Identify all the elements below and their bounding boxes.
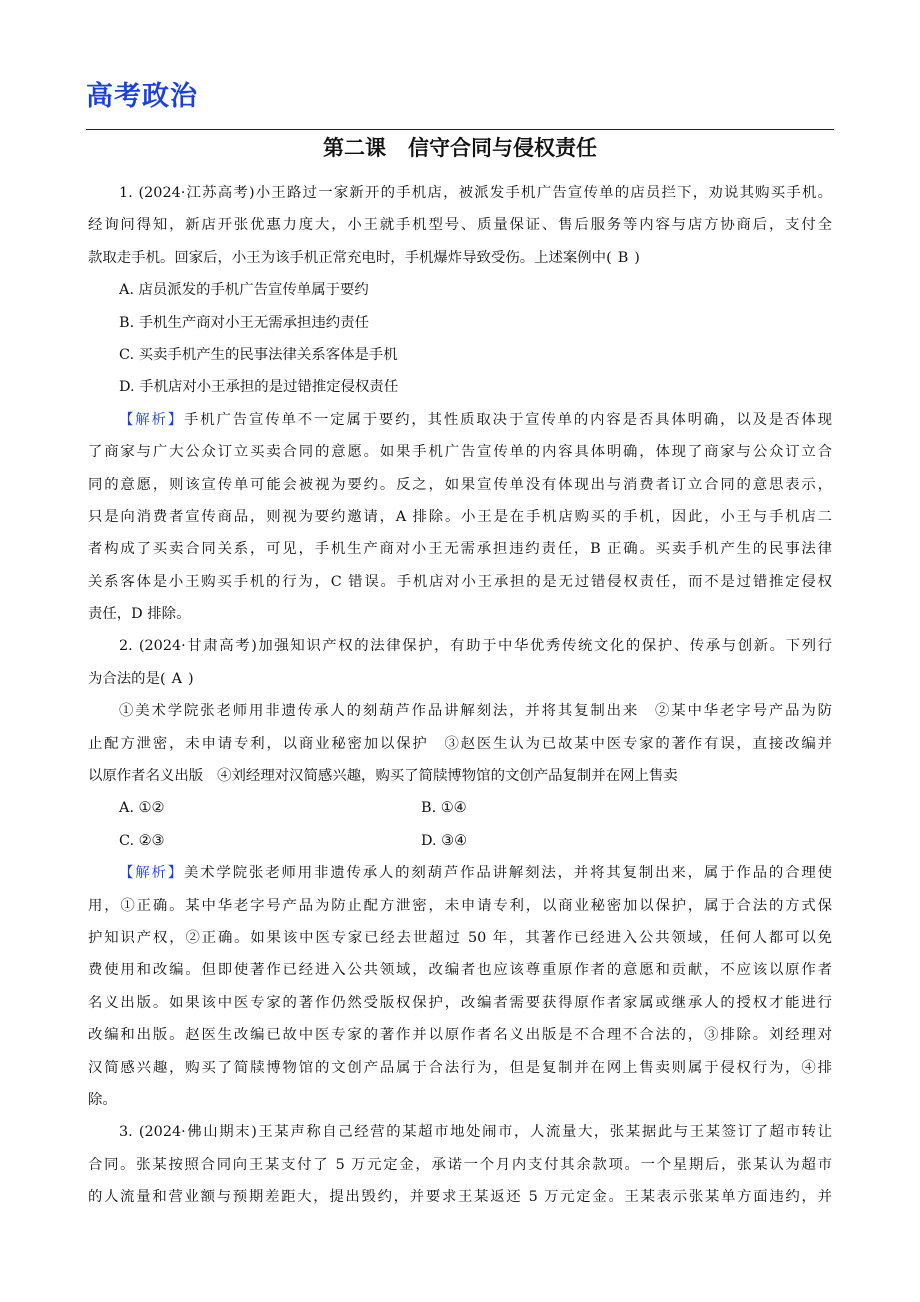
q2-analysis-text: 美术学院张老师用非遗传承人的刻葫芦作品讲解刻法，并将其复制出来，属于作品的合理使 <box>183 865 832 882</box>
q2-stem-line: 2. (2024·甘肃高考)加强知识产权的法律保护，有助于中华优秀传统文化的保护、传承与创新。下列行 <box>119 638 832 655</box>
lesson-name: 信守合同与侵权责任 <box>408 136 597 160</box>
q2-analysis-line: 改编和出版。赵医生改编已故中医专家的著作并以原作者名义出版是不合理不合法的，③排除。刘经理对 <box>88 1027 832 1044</box>
q2-items-line <box>88 728 832 760</box>
q1-stem-line <box>88 242 832 274</box>
q2-analysis-line: 名义出版。如果该中医专家的著作仍然受版权保护，改编者需要获得原作者家属或继承人的授权才能进行 <box>88 994 832 1011</box>
lesson-number: 第二课 <box>323 136 386 160</box>
lesson-title <box>86 133 834 163</box>
q2-answer: A <box>171 670 182 687</box>
q1-analysis-line: 同的意愿，则该宣传单可能会被视为要约。反之，如果宣传单没有体现出与消费者订立合同的意思表示， <box>88 476 832 493</box>
q2-stem-close: ) <box>187 670 194 687</box>
q2-items-line <box>88 695 832 727</box>
q2-item-3-cont: 以原作者名义出版 <box>88 768 204 785</box>
q1-analysis-line: 了商家与广大公众订立买卖合同的意愿。如果手机广告宣传单的内容具体明确，体现了商家与公众订立合 <box>88 444 832 461</box>
q1-answer: B <box>617 249 629 266</box>
q2-stem-line <box>88 663 832 695</box>
q1-analysis-text: 手机广告宣传单不一定属于要约，其性质取决于宣传单的内容是否具体明确，以及是否体现 <box>183 411 832 428</box>
q3-stem-line: 3. (2024·佛山期末)王某声称自己经营的某超市地处闹市，人流量大，张某据此与王某签订了超市转让 <box>119 1124 832 1141</box>
q3-stem-line: 的人流量和营业额与预期差距大，提出毁约，并要求王某返还 5 万元定金。王某表示张某单方面违约，并 <box>88 1189 832 1206</box>
q1-stem-close: ) <box>634 249 640 266</box>
q2-options-row <box>88 792 832 824</box>
analysis-tag: 【解析】 <box>119 865 184 882</box>
q2-analysis-line: 用，①正确。某中华老字号产品为防止配方泄密，未申请专利，以商业秘密加以保护，属于合法的方式保 <box>88 897 832 914</box>
q1-stem-line: 1. (2024·江苏高考)小王路过一家新开的手机店，被派发手机广告宣传单的店员拦下，劝说其购买手机。 <box>119 185 832 201</box>
q1-analysis-line: 责任，D 排除。 <box>88 606 191 623</box>
q1-option-b: B. 手机生产商对小王无需承担违约责任 <box>119 314 369 331</box>
q2-analysis-line: 费使用和改编。但即使著作已经进入公共领域，改编者也应该尊重原作者的意愿和贡献，不应该以原作者 <box>88 962 832 979</box>
q2-option-c: C. ②③ <box>119 832 165 849</box>
q2-option-a: A. ①② <box>119 800 165 817</box>
q2-item-1: ①美术学院张老师用非遗传承人的刻葫芦作品讲解刻法，并将其复制出来 <box>119 703 640 720</box>
q1-analysis-line <box>88 404 832 436</box>
q2-item-2-cont: 止配方泄密，未申请专利，以商业秘密加以保护 <box>88 735 429 752</box>
header-divider <box>86 129 834 130</box>
question-2 <box>88 630 832 1116</box>
q1-analysis-line: 关系客体是小王购买手机的行为，C 错误。手机店对小王承担的是无过错侵权责任，而不是过错推定侵权 <box>88 573 832 590</box>
q2-item-4: ④刘经理对汉简感兴趣，购买了简牍博物馆的文创产品复制并在网上售卖 <box>217 768 678 785</box>
brand-title: 高考政治 <box>86 81 198 112</box>
q2-items-line <box>88 760 832 792</box>
q2-analysis-line: 汉简感兴趣，购买了简牍博物馆的文创产品属于合法行为，但是复制并在网上售卖则属于侵权行为，④排 <box>88 1059 832 1076</box>
q2-options-row <box>88 825 832 857</box>
q2-analysis-line <box>88 857 832 889</box>
q2-analysis-line: 除。 <box>88 1091 117 1108</box>
q2-stem-text: 为合法的是( <box>88 670 166 687</box>
document-body <box>88 177 832 1214</box>
q2-analysis-line: 护知识产权，②正确。如果该中医专家已经去世超过 50 年，其著作已经进入公共领域，任何人都可以免 <box>88 929 832 946</box>
question-3 <box>88 1116 832 1213</box>
q3-stem-line: 合同。张某按照合同向王某支付了 5 万元定金，承诺一个月内支付其余款项。一个星期后，张某认为超市 <box>88 1156 832 1173</box>
q1-option-d: D. 手机店对小王承担的是过错推定侵权责任 <box>119 379 399 396</box>
q1-analysis-line: 者构成了买卖合同关系，可见，手机生产商对小王无需承担违约责任，B 正确。买卖手机产生的民事法律 <box>88 541 832 558</box>
question-1 <box>88 177 832 630</box>
q2-option-b: B. ①④ <box>421 800 467 817</box>
q1-stem-line: 经询问得知，新店开张优惠力度大，小王就手机型号、质量保证、售后服务等内容与店方协商后，支付全 <box>88 217 832 234</box>
q1-option-a: A. 店员派发的手机广告宣传单属于要约 <box>119 282 369 299</box>
q1-stem-text: 款取走手机。回家后，小王为该手机正常充电时，手机爆炸导致受伤。上述案例中( <box>88 249 612 266</box>
q1-option-c: C. 买卖手机产生的民事法律关系客体是手机 <box>119 346 398 363</box>
q1-analysis-line: 只是向消费者宣传商品，则视为要约邀请，A 排除。小王是在手机店购买的手机，因此，小王与手机店二 <box>88 508 832 525</box>
q2-option-d: D. ③④ <box>421 832 467 849</box>
analysis-tag: 【解析】 <box>119 411 184 428</box>
q2-item-3: ③赵医生认为已故某中医专家的著作有误，直接改编并 <box>442 735 832 752</box>
q2-item-2: ②某中华老字号产品为防 <box>653 703 832 720</box>
